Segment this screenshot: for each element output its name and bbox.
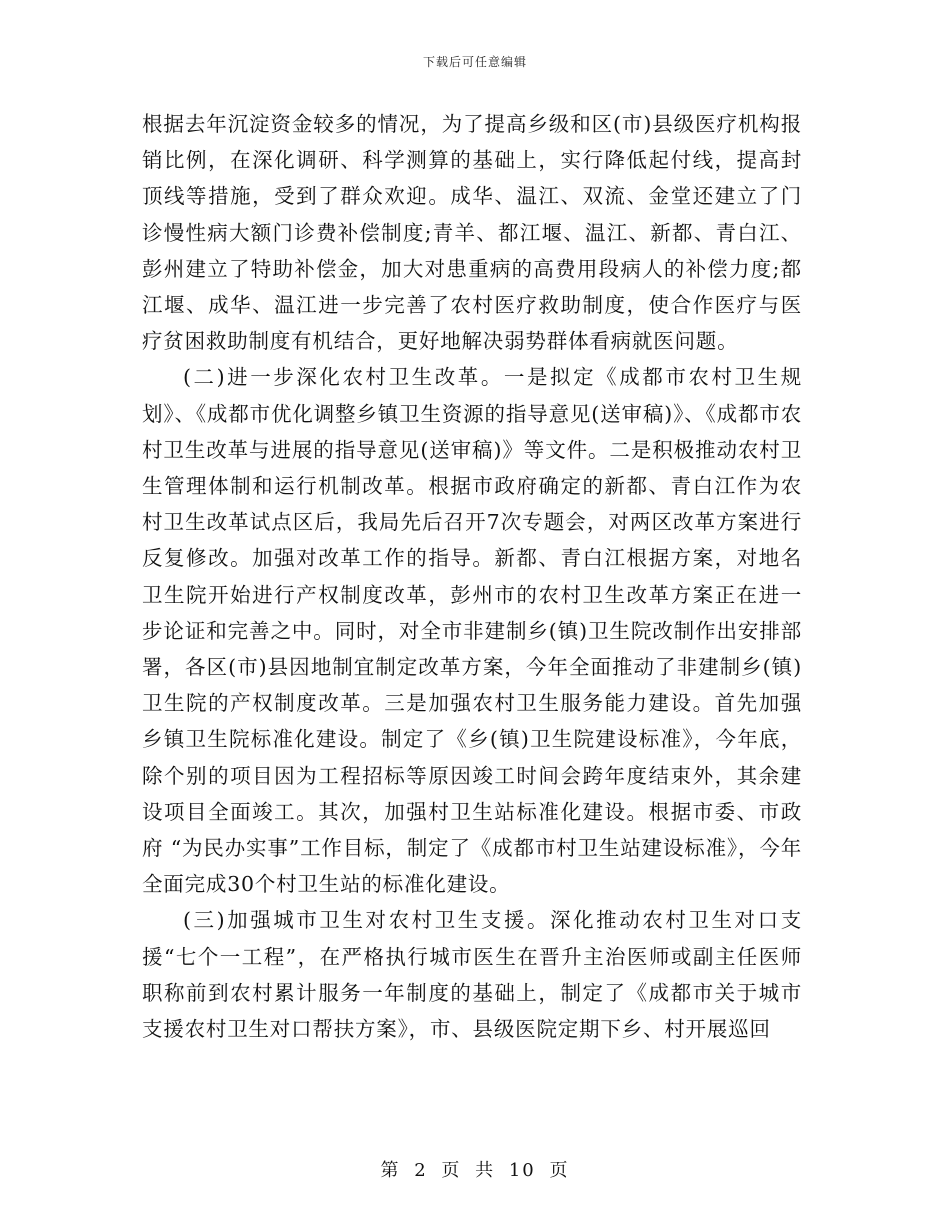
document-body: [142, 106, 802, 1047]
page-header: 下载后可任意编辑: [422, 55, 527, 69]
paragraph-rural-reform: (二)进一步深化农村卫生改革。一是拟定《成都市农村卫生规划》、《成都市优化调整乡镇卫生资源的指导意见(送审稿)》、《成都市农村卫生改革与进展的指导意见(送审稿)》等文件。二是积极推动农村卫生管理体制和运行机制改革。根据市政府确定的新都、青白江作为农村卫生改革试点区后，我局先后召开7次专题会，对两区改革方案进行反复修改。加强对改革工作的指导。新都、青白江根据方案，对地名卫生院开始进行产权制度改革，彭州市的农村卫生改革方案正在进一步论证和完善之中。同时，对全市非建制乡(镇)卫生院改制作出安排部署，各区(市)县因地制宜制定改革方案，今年全面推动了非建制乡(镇)卫生院的产权制度改革。三是加强农村卫生服务能力建设。首先加强乡镇卫生院标准化建设。制定了《乡(镇)卫生院建设标准》，今年底，除个别的项目因为工程招标等原因竣工时间会跨年度结束外，其余建设项目全面竣工。其次，加强村卫生站标准化建设。根据市委、市政府 “为民办实事”工作目标，制定了《成都市村卫生站建设标准》，今年全面完成30个村卫生站的标准化建设。: [142, 365, 802, 897]
paragraph-funding: 根据去年沉淀资金较多的情况，为了提高乡级和区(市)县级医疗机构报销比例，在深化调研、科学测算的基础上，实行降低起付线，提高封顶线等措施，受到了群众欢迎。成华、温江、双流、金堂还建立了门诊慢性病大额门诊费补偿制度;青羊、都江堰、温江、新都、青白江、彭州建立了特助补偿金，加大对患重病的高费用段病人的补偿力度;都江堰、成华、温江进一步完善了农村医疗救助制度，使合作医疗与医疗贫困救助制度有机结合，更好地解决弱势群体看病就医问题。: [142, 112, 802, 354]
paragraph-urban-support: (三)加强城市卫生对农村卫生支援。深化推动农村卫生对口支援“七个一工程”，在严格执行城市医生在晋升主治医师或副主任医师职称前到农村累计服务一年制度的基础上，制定了《成都市关于城市支援农村卫生对口帮扶方案》，市、县级医院定期下乡、村开展巡回: [142, 908, 802, 1042]
page-number-footer: 第 2 页 共 10 页: [380, 1160, 570, 1181]
